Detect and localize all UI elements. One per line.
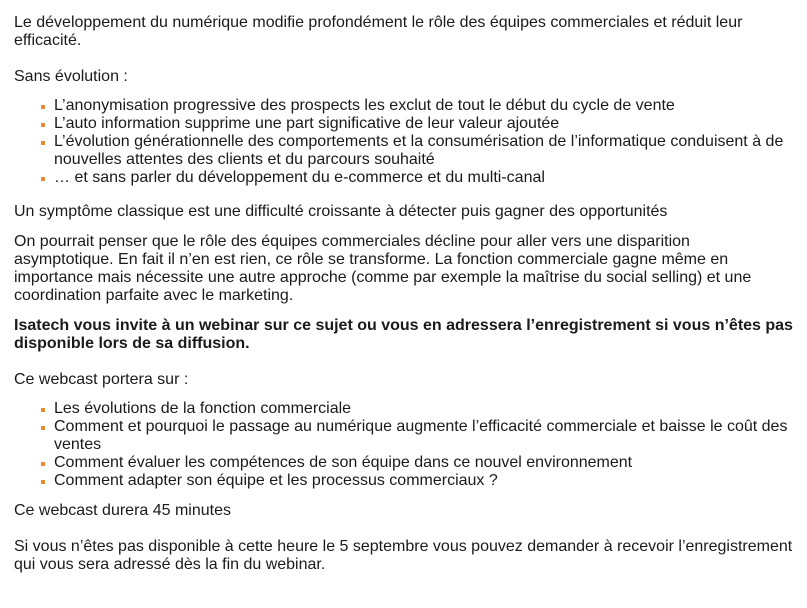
sans-evolution-label: Sans évolution : — [14, 68, 128, 85]
list-item: L’anonymisation progressive des prospects les exclut de tout le début du cycle de vente — [54, 97, 793, 115]
list-item: Les évolutions de la fonction commerciale — [54, 400, 793, 418]
webcast-topics-list — [14, 400, 793, 490]
duration-paragraph: Ce webcast durera 45 minutes — [14, 502, 231, 519]
list-item: … et sans parler du développement du e-commerce et du multi-canal — [54, 169, 793, 187]
intro-paragraph: Le développement du numérique modifie profondément le rôle des équipes commerciales et réduit leur efficacité. — [14, 14, 743, 49]
invitation-paragraph: Isatech vous invite à un webinar sur ce sujet ou vous en adressera l’enregistrement si vous n’êtes pas disponible lors de sa diffusion. — [14, 317, 793, 352]
symptome-paragraph: Un symptôme classique est une difficulté croissante à détecter puis gagner des opportunités — [14, 203, 668, 220]
list-item: L’auto information supprime une part significative de leur valeur ajoutée — [54, 115, 793, 133]
list-item: Comment et pourquoi le passage au numérique augmente l’efficacité commerciale et baisse le coût des ventes — [54, 418, 793, 454]
sans-evolution-list — [14, 97, 793, 187]
list-item: Comment évaluer les compétences de son équipe dans ce nouvel environnement — [54, 454, 793, 472]
list-item: L’évolution générationnelle des comportements et la consumérisation de l’informatique conduisent à de nouvelles attentes des clients et du parcours souhaité — [54, 133, 793, 169]
closing-paragraph: Si vous n’êtes pas disponible à cette heure le 5 septembre vous pouvez demander à recevoir l’enregistrement qui vous sera adressé dès la fin du webinar. — [14, 538, 793, 573]
webcast-label: Ce webcast portera sur : — [14, 371, 189, 388]
role-paragraph: On pourrait penser que le rôle des équipes commerciales décline pour aller vers une disparition asymptotique. En fait il n’en est rien, ce rôle se transforme. La fonction commerciale gagne même en importance mais nécessite une autre approche (comme par exemple la maîtrise du social selling) et une coordination parfaite avec le marketing. — [14, 233, 752, 304]
list-item: Comment adapter son équipe et les processus commerciaux ? — [54, 472, 793, 490]
